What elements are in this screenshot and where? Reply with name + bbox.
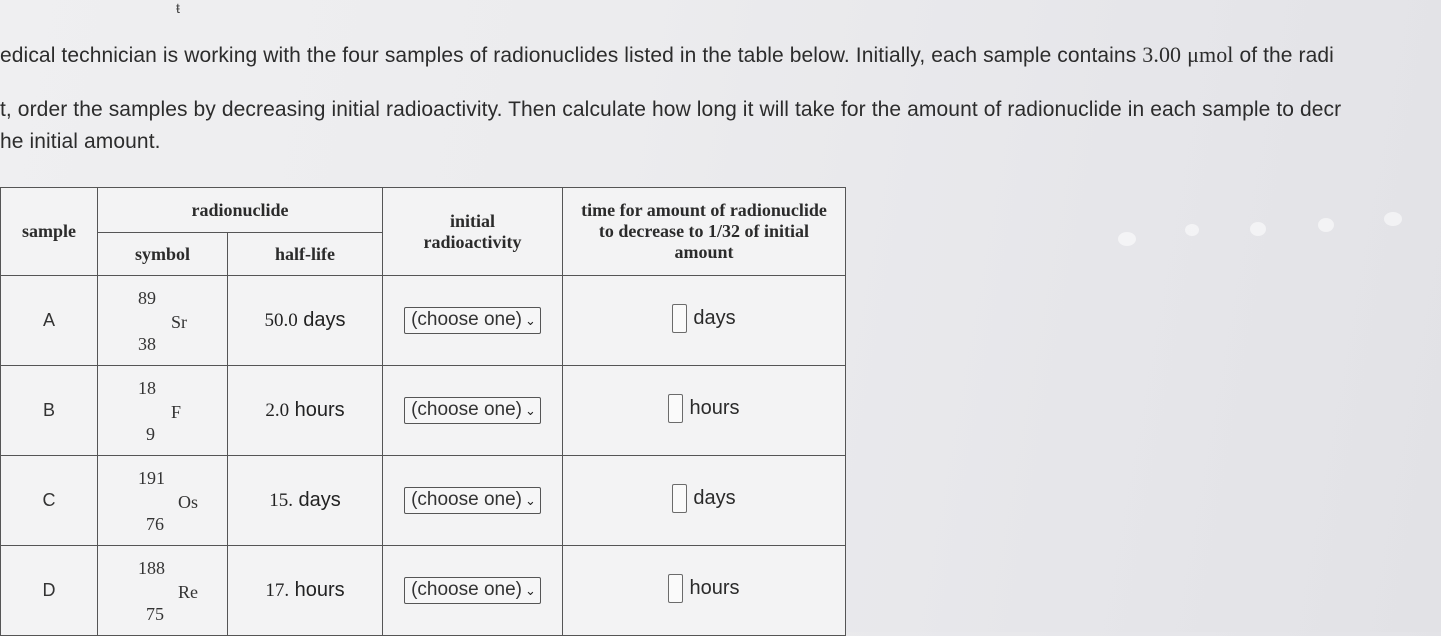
question-text-line-3: he initial amount. — [0, 130, 161, 153]
time-answer-input[interactable] — [668, 394, 683, 423]
header-half-life: half-life — [228, 233, 383, 276]
atomic-number: 38 — [138, 334, 156, 354]
header-initial-radioactivity — [383, 188, 563, 276]
table-row — [1, 456, 846, 546]
chevron-down-icon: ⌄ — [525, 493, 536, 508]
radioactivity-cell — [383, 456, 563, 546]
amount-unit: μmol — [1187, 42, 1234, 67]
half-life-value: 2.0 — [265, 400, 290, 421]
table-row — [1, 546, 846, 636]
nuclide-symbol — [98, 276, 228, 366]
radioactivity-select[interactable] — [404, 397, 541, 424]
sample-label: B — [1, 366, 98, 456]
atomic-number: 76 — [146, 514, 164, 534]
radionuclide-table — [0, 187, 846, 636]
chevron-down-icon: ⌄ — [525, 403, 536, 418]
time-answer-cell — [563, 366, 846, 456]
answer-unit: hours — [689, 396, 740, 419]
half-life-cell — [228, 546, 383, 636]
time-answer-input[interactable] — [668, 574, 683, 603]
atomic-number: 75 — [146, 604, 164, 624]
header-symbol: symbol — [98, 233, 228, 276]
half-life-value: 17. — [265, 580, 290, 601]
element-symbol: Sr — [171, 312, 188, 332]
header-initial-radioactivity-label: initial radioactivity — [423, 210, 522, 252]
radioactivity-select[interactable] — [404, 307, 541, 334]
question-text-part: of the radi — [1233, 44, 1334, 67]
sample-label: C — [1, 456, 98, 546]
half-life-unit: days — [292, 489, 341, 511]
time-answer-cell — [563, 276, 846, 366]
atomic-number: 9 — [146, 424, 155, 444]
select-label: (choose one) — [411, 309, 522, 330]
nuclide-symbol — [98, 546, 228, 636]
select-label: (choose one) — [411, 579, 522, 600]
answer-unit: days — [693, 486, 736, 509]
time-answer-input[interactable] — [672, 484, 687, 513]
radioactivity-cell — [383, 366, 563, 456]
element-symbol: Os — [178, 492, 199, 512]
sample-label: D — [1, 546, 98, 636]
radioactivity-cell — [383, 546, 563, 636]
radioactivity-cell — [383, 276, 563, 366]
half-life-unit: hours — [289, 399, 345, 421]
chevron-down-icon: ⌄ — [525, 583, 536, 598]
question-text-part: edical technician is working with the four samples of radionuclides listed in the table below. Initially, each sample contains — [0, 44, 1143, 67]
select-label: (choose one) — [411, 399, 522, 420]
header-time-to-decrease-label: time for amount of radionuclide to decrease to 1/32 of initial amount — [581, 200, 827, 262]
screen-glare — [1318, 218, 1334, 232]
element-symbol: F — [171, 402, 182, 422]
header-sample: sample — [1, 188, 98, 276]
half-life-value: 50.0 — [264, 310, 298, 331]
time-answer-input[interactable] — [672, 304, 687, 333]
screen-glare — [1118, 232, 1136, 246]
mass-number: 89 — [138, 288, 156, 308]
sample-label: A — [1, 276, 98, 366]
radioactivity-select[interactable] — [404, 577, 541, 604]
chevron-down-icon: ⌄ — [525, 313, 536, 328]
header-time-to-decrease — [563, 188, 846, 276]
half-life-cell — [228, 276, 383, 366]
answer-unit: days — [693, 306, 736, 329]
half-life-unit: hours — [289, 579, 345, 601]
nuclide-symbol — [98, 366, 228, 456]
amount-value: 3.00 — [1142, 42, 1182, 67]
half-life-value: 15. — [269, 490, 293, 511]
table-row — [1, 276, 846, 366]
half-life-unit: days — [297, 309, 346, 331]
question-text-line-1 — [0, 42, 1334, 68]
table-row — [1, 366, 846, 456]
half-life-cell — [228, 366, 383, 456]
answer-unit: hours — [689, 576, 740, 599]
select-label: (choose one) — [411, 489, 522, 510]
stray-mark: ŧ — [176, 0, 180, 16]
screen-glare — [1384, 212, 1402, 226]
radioactivity-select[interactable] — [404, 487, 541, 514]
screen-glare — [1250, 222, 1266, 236]
header-radionuclide: radionuclide — [98, 188, 383, 233]
screen-glare — [1185, 224, 1199, 236]
question-text-line-2: t, order the samples by decreasing initial radioactivity. Then calculate how long it will take for the amount of radionuclide in each sample to decr — [0, 98, 1342, 121]
half-life-cell — [228, 456, 383, 546]
mass-number: 18 — [138, 378, 156, 398]
element-symbol: Re — [178, 582, 198, 602]
time-answer-cell — [563, 546, 846, 636]
time-answer-cell — [563, 456, 846, 546]
mass-number: 191 — [138, 468, 165, 488]
nuclide-symbol — [98, 456, 228, 546]
mass-number: 188 — [138, 558, 165, 578]
